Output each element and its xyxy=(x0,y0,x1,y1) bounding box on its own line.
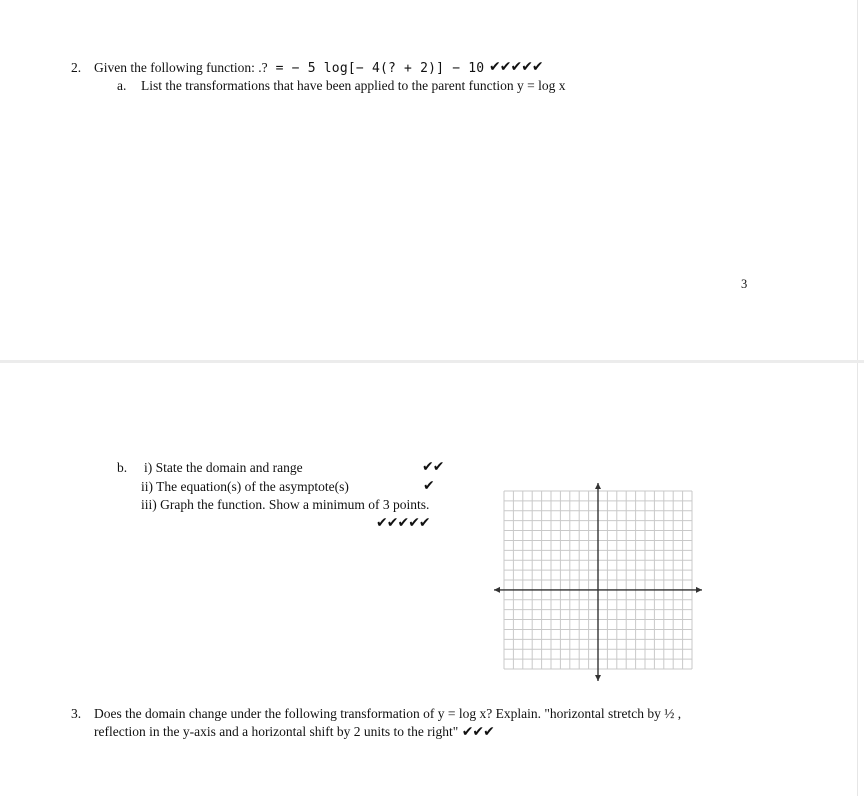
part-b-item-2: ii) The equation(s) of the asymptote(s) xyxy=(141,479,349,494)
part-b-label: b. xyxy=(117,460,128,475)
x-axis-arrow-right xyxy=(696,587,702,593)
y-axis-arrow-up xyxy=(595,483,601,489)
question-2-prompt-text: Given the following function: .? xyxy=(94,60,268,75)
page-number: 3 xyxy=(741,277,748,291)
question-3-line-2-text: reflection in the y-axis and a horizontal shift by 2 units to the right" xyxy=(94,724,459,739)
question-2-number: 2. xyxy=(71,60,82,75)
axes xyxy=(494,483,702,681)
coordinate-grid-svg xyxy=(486,477,710,687)
question-3-marks: ✔✔✔ xyxy=(461,724,494,740)
part-a-label: a. xyxy=(117,78,127,93)
page-top xyxy=(0,0,858,360)
part-b-item-3: iii) Graph the function. Show a minimum of 3 points. xyxy=(141,497,430,512)
question-3-number: 3. xyxy=(71,706,82,721)
question-2-prompt xyxy=(94,60,484,76)
part-b-item-2-marks: ✔ xyxy=(423,478,434,494)
blank-coordinate-grid xyxy=(486,477,710,687)
part-b-item-3-marks: ✔✔✔✔✔ xyxy=(376,515,430,531)
part-a-text: List the transformations that have been applied to the parent function y = log x xyxy=(141,78,566,93)
x-axis-arrow-left xyxy=(494,587,500,593)
part-b-item-1: i) State the domain and range xyxy=(144,460,303,475)
part-b-item-1-marks: ✔✔ xyxy=(422,459,444,475)
question-2-marks: ✔✔✔✔✔ xyxy=(489,59,543,75)
question-3-line-2 xyxy=(94,724,494,740)
y-axis-arrow-down xyxy=(595,675,601,681)
question-2-equation: = − 5 log[− 4(? + 2)] − 10 xyxy=(267,61,485,76)
question-3-line-1: Does the domain change under the following transformation of y = log x? Explain. "horizontal stretch by ½ , xyxy=(94,706,682,721)
